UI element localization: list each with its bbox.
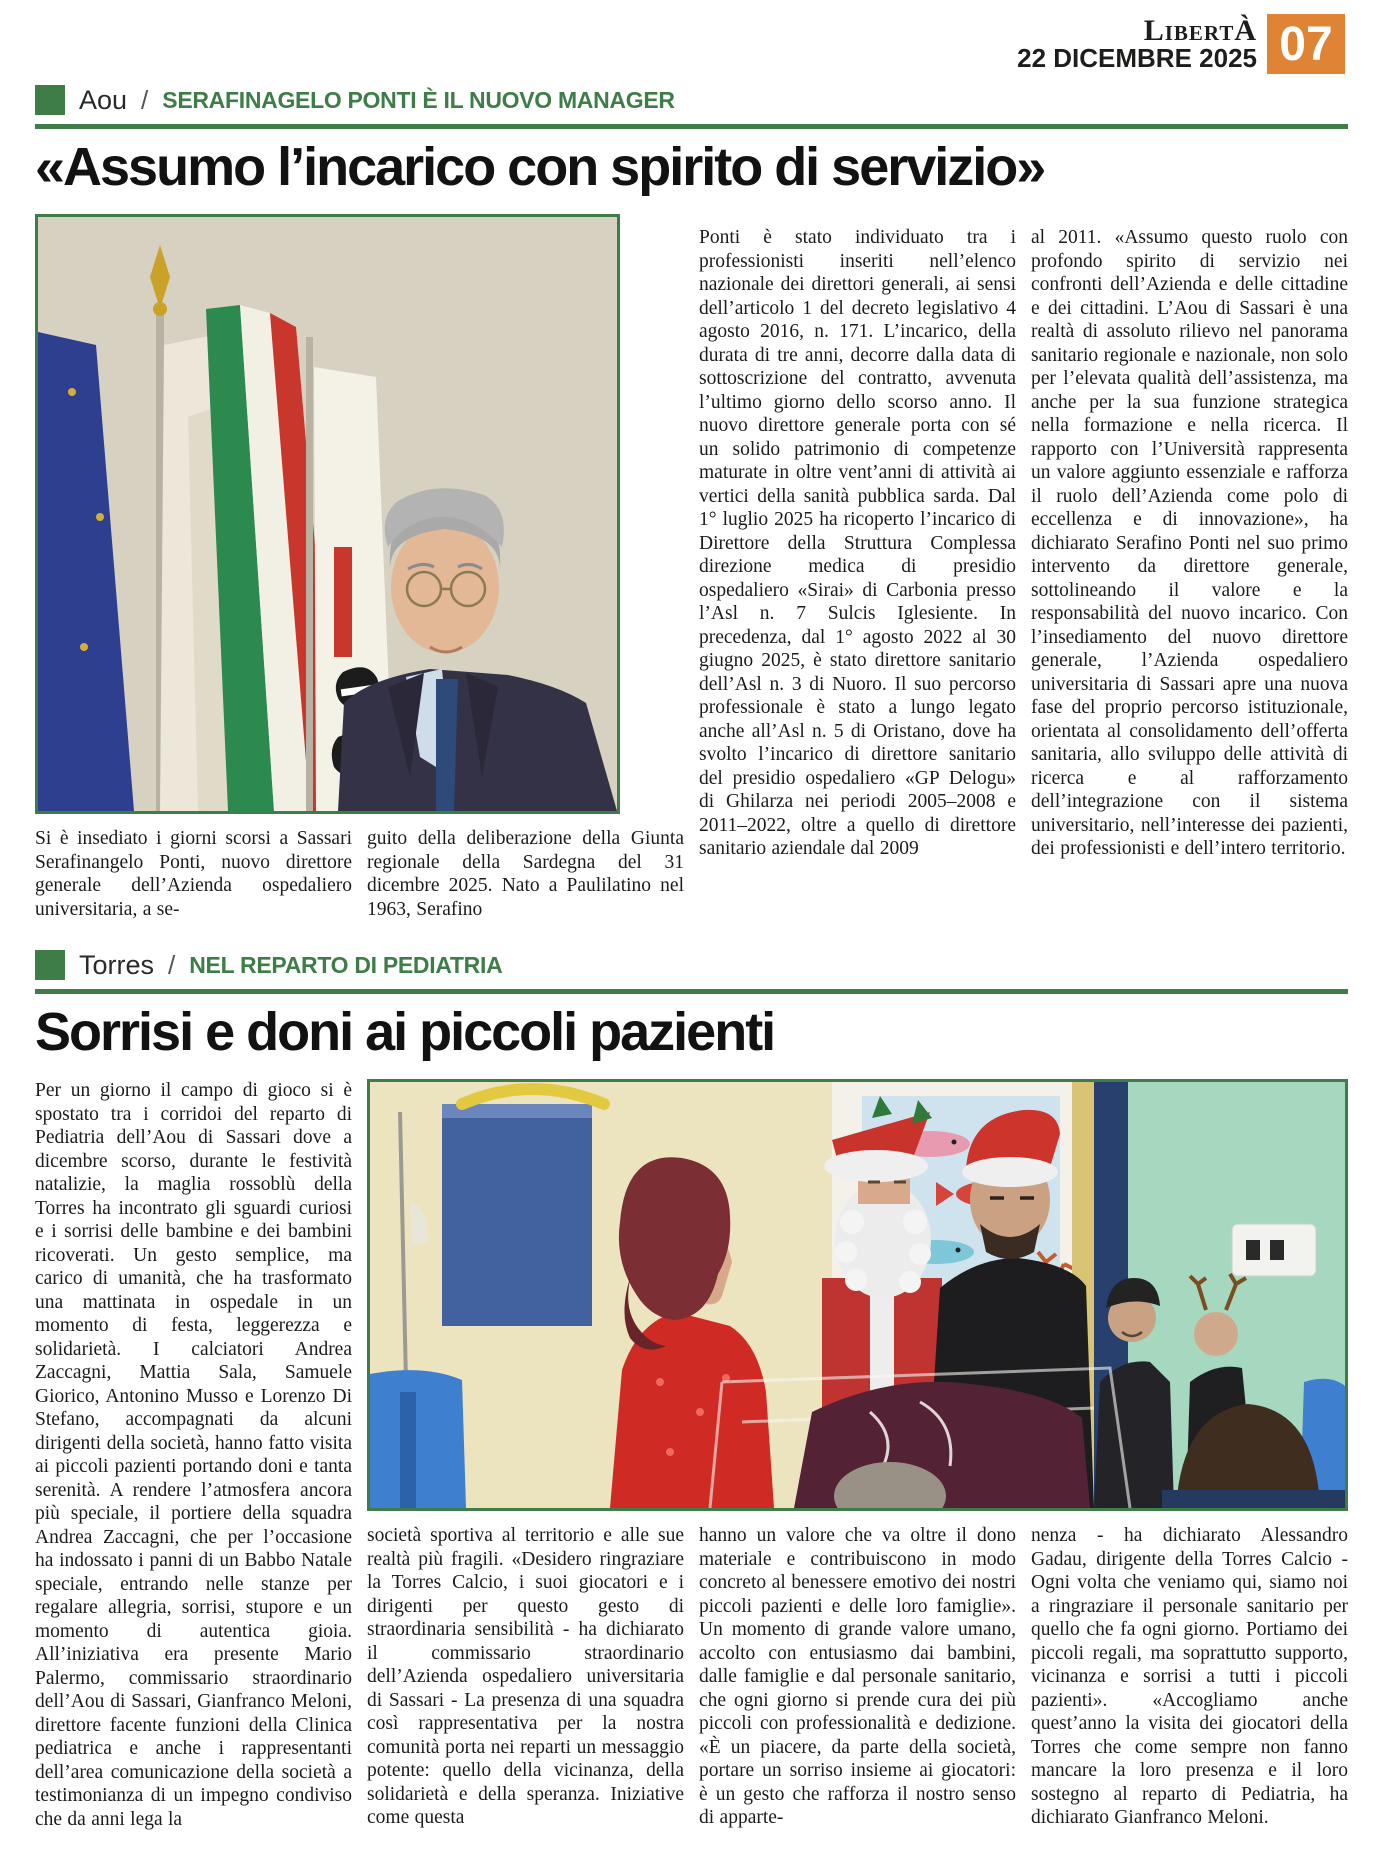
section-label: Torres <box>79 949 155 980</box>
section-rule <box>35 989 1348 994</box>
article-body <box>35 1079 1348 1831</box>
caption-column-2: guito della deliberazione della Giunta regionale della Sardegna del 31 dicembre 2025. Nato a Paulilatino nel 1963, Serafino <box>367 828 684 920</box>
body-column-2: società sportiva al territorio e alle sue realtà più fragili. «Desidero ringraziare la Torres Calcio, i suoi giocatori e i dirigenti per questo gesto di straordinaria sensibilità - ha dichiarato il commissario straordinario dell’Azienda ospedaliero universitaria di Sassari - La presenza di una squadra così rappresentativa per la nostra comunità porta nei reparti un messaggio potente: quello della vicinanza, della solidarietà e della speranza. Iniziative come questa <box>367 1525 684 1828</box>
article-body <box>35 214 1348 921</box>
section-label: Aou <box>79 84 128 115</box>
page-number-badge: 07 <box>1267 14 1345 74</box>
slash-separator: / <box>141 84 149 115</box>
caption-column-1: Si è insediato i giorni scorsi a Sassari Serafinangelo Ponti, nuovo direttore generale dell’Azienda ospedaliero universitaria, a se- <box>35 828 352 920</box>
masthead <box>1017 14 1345 74</box>
blue-chair-left <box>370 1370 466 1508</box>
photo-pediatrics-visit <box>367 1079 1348 1511</box>
blue-cabinet <box>442 1104 592 1326</box>
body-column-1: Per un giorno il campo di gioco si è spostato tra i corridoi del reparto di Pediatria dell’Aou di Sassari dove a dicembre scorso, durante le festività natalizie, la maglia rossoblù della Torres ha incontrato gli sguardi curiosi e i sorrisi delle bambine e dei bambini ricoverati. Un gesto semplice, ma carico di umanità, che ha trasformato una mattinata in ospedale in un momento di festa, leggerezza e solidarietà. I calciatori Andrea Zaccagni, Mattia Sala, Samuele Giorico, Antonino Musso e Lorenzo Di Stefano, accompagnati da alcuni dirigenti della società, hanno fatto visita ai piccoli pazienti portando doni e tanta serenità. A rendere l’atmosfera ancora più speciale, il portiere della squadra Andrea Zaccagni, che per l’occasione ha indossato i panni di un Babbo Natale speciale, entrando nelle stanze per regalare allegria, sorrisi, stupore e un momento di autentica gioia. All’iniziativa era presente Mario Palermo, commissario straordinario dell’Aou di Sassari, Gianfranco Meloni, direttore facente funzioni della Clinica pediatrica e anche i rappresentanti dell’area comunicazione della società a testimonianza di un impegno condiviso che da anni lega la <box>35 1080 352 1830</box>
slash-separator: / <box>168 949 176 980</box>
section-header-aou <box>35 82 1348 118</box>
body-column-3: Ponti è stato individuato tra i professionisti inseriti nell’elenco nazionale dei direttori generali, ai sensi dell’articolo 1 del decreto legislativo 4 agosto 2016, n. 171. L’incarico, della durata di tre anni, decorre dalla data di sottoscrizione del contratto, avvenuta l’ultimo giorno dello scorso anno. Il nuovo direttore generale porta con sé un solido patrimonio di competenze maturate in oltre vent’anni di attività ai vertici della sanità pubblica sarda. Dal 1° luglio 2025 ha ricoperto l’incarico di Direttore della Struttura Complessa direzione medica di presidio ospedaliero «Sirai» di Carbonia presso l’Asl n. 7 Sulcis Iglesiente. In precedenza, dal 1° agosto 2022 al 30 giugno 2025, è stato direttore sanitario dell’Asl n. 3 di Nuoro. Il suo percorso professionale è stato a lungo legato anche all’Asl n. 5 di Oristano, dove ha svolto l’incarico di direttore sanitario del presidio ospedaliero «GP Delogu» di Ghilarza nei periodi 2005–2008 e 2011–2022, oltre a quello di direttore sanitario aziendale dal 2009 <box>699 227 1016 859</box>
article-aou <box>35 0 1348 921</box>
body-column-4: nenza - ha dichiarato Alessandro Gadau, dirigente della Torres Calcio - Ogni volta che veniamo qui, siamo noi a ringraziare il personale sanitario per quello che fa ogni giorno. Portiamo dei piccoli regali, ma soprattutto supporto, vicinanza e sorrisi a tutti i piccoli pazienti». «Accogliamo anche quest’anno la visita dei giocatori della Torres che come sempre non fanno mancare la loro presenza e il loro sostegno al reparto di Pediatria, ha dichiarato Gianfranco Meloni. <box>1031 1525 1348 1828</box>
article-headline: «Assumo l’incarico con spirito di servizio» <box>35 137 1045 197</box>
article-headline: Sorrisi e doni ai piccoli pazienti <box>35 1002 775 1062</box>
photo-director-illustration <box>38 217 617 811</box>
section-marker-icon <box>35 950 65 980</box>
photo-director-portrait <box>35 214 620 814</box>
article-kicker: NEL REPARTO DI PEDIATRIA <box>189 951 503 978</box>
body-column-3: hanno un valore che va oltre il dono materiale e contribuiscono in modo concreto al benessere emotivo dei nostri piccoli pazienti e delle loro famiglie». Un momento di grande valore umano, accolto con entusiasmo dai bambini, dalle famiglie e dal personale sanitario, che ogni giorno si prende cura dei più piccoli con professionalità e dedizione. «È un piacere, da parte della società, portare un sorriso insieme ai giocatori: è un gesto che rafforza il nostro senso di apparte- <box>699 1525 1016 1828</box>
section-marker-icon <box>35 85 65 115</box>
body-column-4: al 2011. «Assumo questo ruolo con profondo spirito di servizio nei confronti dell’Azienda e delle cittadine e dei cittadini. L’Aou di Sassari è una realtà di assoluto rilievo nel panorama sanitario regionale e nazionale, non solo per l’elevata qualità dell’assistenza, ma anche per la sua funzione strategica nella formazione e nella ricerca. Il rapporto con l’Università rappresenta un valore aggiunto essenziale e rafforza il ruolo dell’Azienda come polo di eccellenza e di innovazione», ha dichiarato Serafino Ponti nel suo primo intervento da direttore generale, sottolineando il valore e la responsabilità del nuovo incarico. Con l’insediamento del nuovo direttore generale, l’Azienda ospedaliero universitaria di Sassari apre una nuova fase del proprio percorso istituzionale, orientata al consolidamento dell’offerta sanitaria, allo sviluppo delle attività di ricerca e al rafforzamento dell’integrazione con il sistema universitario, nell’interesse dei pazienti, dei professionisti e dell’intero territorio. <box>1031 227 1348 859</box>
masthead-text <box>1017 14 1257 72</box>
masthead-date: 22 DICEMBRE 2025 <box>1017 43 1257 73</box>
photo-pediatrics-illustration <box>370 1082 1345 1508</box>
section-header-torres <box>35 947 1348 983</box>
masthead-brand: LibertÀ <box>1143 14 1257 47</box>
article-torres <box>35 947 1348 1831</box>
article-kicker: SERAFINAGELO PONTI È IL NUOVO MANAGER <box>162 86 675 113</box>
section-rule <box>35 124 1348 129</box>
